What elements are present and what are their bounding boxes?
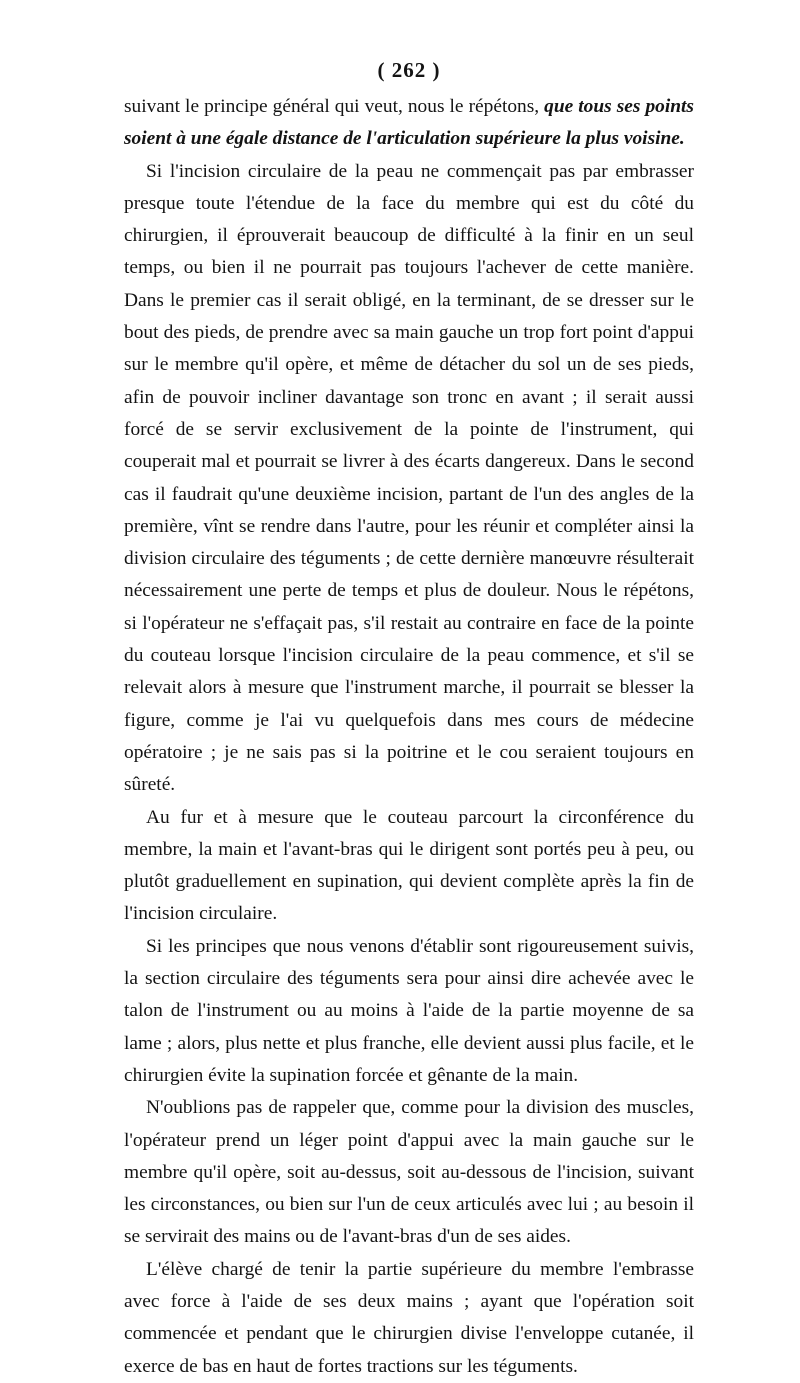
paragraph-lead-text: suivant le principe général qui veut, nous le répétons, <box>124 96 545 117</box>
paragraph-incision: Si l'incision circulaire de la peau ne commençait pas par embrasser presque toute l'étendue de la face du membre qui est du côté du chirurgien, il éprouverait beaucoup de difficulté à la finir en un seul temps, ou bien il ne pourrait pas toujours l'achever de cette manière. Dans le premier cas il serait obligé, en la terminant, de se dresser sur le bout des pieds, de prendre avec sa main gauche un trop fort point d'appui sur le membre qu'il opère, et même de détacher du sol un de ses pieds, afin de pouvoir incliner davantage son tronc en avant ; il serait aussi forcé de se servir exclusivement de la pointe de l'instrument, qui couperait mal et pourrait se livrer à des écarts dangereux. Dans le second cas il faudrait qu'une deuxième incision, partant de l'un des angles de la première, vînt se rendre dans l'autre, pour les réunir et compléter ainsi la division circulaire des téguments ; de cette dernière manœuvre résulterait nécessairement une perte de temps et plus de douleur. Nous le répétons, si l'opérateur ne s'effaçait pas, s'il restait au contraire en face de la pointe du couteau lorsque l'incision circulaire de la peau commence, et s'il se relevait alors à mesure que l'instrument marche, il pourrait se blesser la figure, comme je l'ai vu quelquefois dans mes cours de médecine opératoire ; je ne sais pas si la poitrine et le cou seraient toujours en sûreté. <box>124 160 694 796</box>
paragraph-point-appui: N'oublions pas de rappeler que, comme pour la division des muscles, l'opérateur prend un léger point d'appui avec la main gauche sur le membre qu'il opère, soit au-dessus, soit au-dessous de l'incision, suivant les circonstances, ou bien sur l'un de ceux articulés avec lui ; au besoin il se servirait des mains ou de l'avant-bras d'un de ses aides. <box>124 1097 694 1248</box>
paragraph-supination: Au fur et à mesure que le couteau parcourt la circonférence du membre, la main et l'avant-bras qui le dirigent sont portés peu à peu, ou plutôt graduellement en supination, qui devient complète après la fin de l'incision circulaire. <box>124 806 694 925</box>
emphasized-text: que tous ses points soient à une égale distance de l'articulation supérieure la plus voisine. <box>124 96 694 150</box>
paragraph-continuation <box>124 91 694 156</box>
paragraph-eleve: L'élève chargé de tenir la partie supérieure du membre l'embrasse avec force à l'aide de ses deux mains ; ayant que l'opération soit commencée et pendant que le chirurgien divise l'enveloppe cutanée, il exerce de bas en haut de fortes tractions sur les téguments. <box>124 1258 694 1377</box>
page-number: ( 262 ) <box>377 58 441 82</box>
paragraph-principles: Si les principes que nous venons d'établir sont rigoureusement suivis, la section circulaire des téguments sera pour ainsi dire achevée avec le talon de l'instrument ou au moins à l'aide de la partie moyenne de sa lame ; alors, plus nette et plus franche, elle devient aussi plus facile, et le chirurgien évite la supination forcée et gênante de la main. <box>124 935 694 1086</box>
